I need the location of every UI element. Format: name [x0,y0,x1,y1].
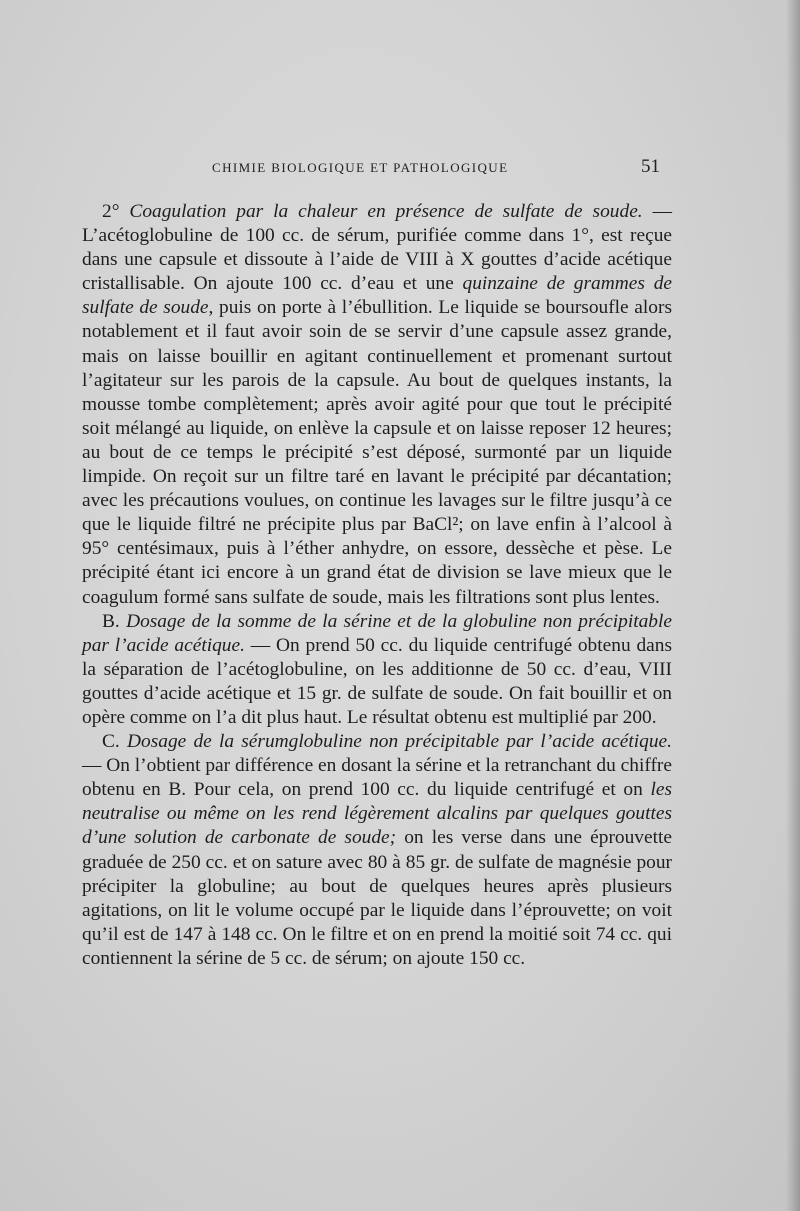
paragraph-dosage-c-text-1: — On l’obtient par différence en dosant la sérine et la retranchant du chiffre obtenu en B. Pour cela, on prend 100 cc. du liquide centrifugé et on [82,755,672,801]
paragraph-coagulation-heading: Coagulation par la chaleur en présence de sulfate de soude. [129,201,643,222]
paragraph-coagulation-text-1: — L’acétoglobuline de 100 cc. de sérum, purifiée comme dans 1°, est reçue dans une capsule et dissoute à l’aide de VIII à X gouttes d’acide acétique cristallisable. On ajoute 100 cc. d’eau et une [82,201,672,295]
paragraph-dosage-b-text: — On prend 50 cc. du liquide centrifugé obtenu dans la séparation de l’acétoglobuline, on les additionne de 50 cc. d’eau, VIII gouttes d’acide acétique et 15 gr. de sulfate de soude. On fait bouillir et on opère comme on l’a dit plus haut. Le résultat obtenu est multiplié par 200. [82,634,673,728]
paragraph-dosage-b [82,610,672,730]
page-header [82,158,660,182]
paragraph-coagulation-number: 2° [102,201,130,222]
page-edge-shadow [786,0,800,1211]
paragraph-dosage-c [82,730,672,971]
running-title: CHIMIE BIOLOGIQUE ET PATHOLOGIQUE [212,160,509,175]
page-number: 51 [641,156,660,177]
paragraph-dosage-b-letter: B. [102,610,127,632]
paragraph-coagulation-text-2: , puis on porte à l’ébullition. Le liquide se boursoufle alors notablement et il faut avoir soin de se servir d’une capsule assez grande, mais on laisse bouillir en agitant continuellement et promenant surtout l’agitateur sur les parois de la capsule. Au bout de quelques instants, la mousse tombe complètement; après avoir agité pour que tout le précipité soit mélangé au liquide, on enlève la capsule et on laisse reposer 12 heures; au bout de ce temps le précipité s’est déposé, surmonté par un liquide limpide. On reçoit sur un filtre taré en lavant le précipité par décantation; avec les précautions voulues, on continue les lavages sur le filtre jusqu’à ce que le liquide filtré ne précipite plus par BaCl²; on lave enfin à l’alcool à 95° centésimaux, puis à l’éther anhydre, on essore, dessèche et pèse. Le précipité étant ici encore à un grand état de division se lave mieux que le coagulum formé sans sulfate de soude, mais les filtrations sont plus lentes. [82,297,672,608]
body-text [82,200,672,971]
paragraph-dosage-c-heading: Dosage de la sérumglobuline non précipitable par l’acide acétique. [127,731,672,753]
paragraph-coagulation-emphasis: quinzaine de grammes de sulfate de soude [82,273,672,319]
paragraph-coagulation [82,200,672,610]
paragraph-dosage-c-letter: C. [102,731,127,753]
paragraph-dosage-b-heading: Dosage de la somme de la sérine et de la globuline non précipitable par l’acide acétique. [82,610,672,656]
paragraph-dosage-c-emphasis: les neutralise ou même on les rend légèrement alcalins par quelques gouttes d’une solution de carbonate de soude; [82,779,672,849]
paragraph-dosage-c-text-2: on les verse dans une éprouvette graduée de 250 cc. et on sature avec 80 à 85 gr. de sulfate de magnésie pour précipiter la globuline; au bout de quelques heures après plusieurs agitations, on lit le volume occupé par le liquide dans l’éprouvette; on voit qu’il est de 147 à 148 cc. On le filtre et on en prend la moitié soit 74 cc. qui contiennent la sérine de 5 cc. de sérum; on ajoute 150 cc. [82,827,672,969]
